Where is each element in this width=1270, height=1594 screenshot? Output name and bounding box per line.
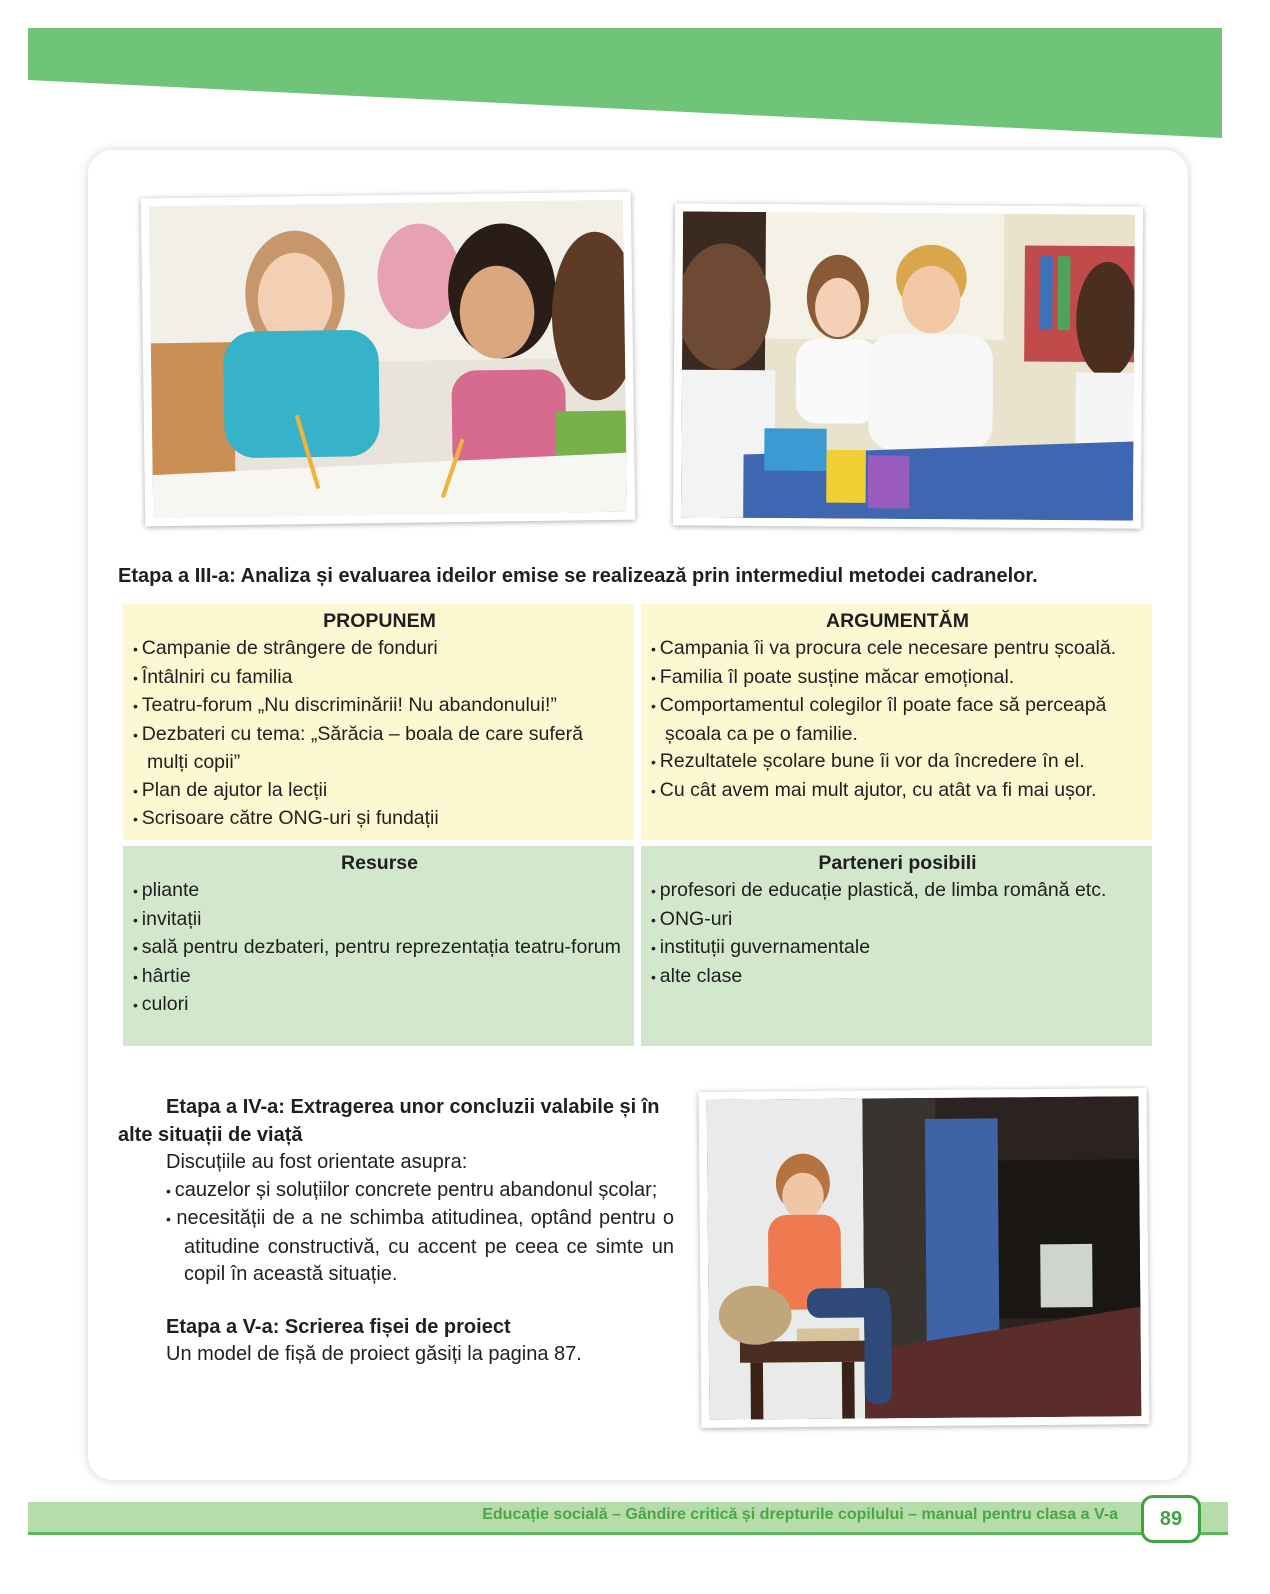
list-item: • Plan de ajutor la lecții xyxy=(133,777,626,806)
list-item: • Rezultatele școlare bune îi vor da încredere în el. xyxy=(651,748,1144,777)
list-item: • instituții guvernamentale xyxy=(651,934,1144,963)
list-item: • invitații xyxy=(133,906,626,935)
list-item: • sală pentru dezbateri, pentru reprezentația teatru-forum xyxy=(133,934,626,963)
list-item: • culori xyxy=(133,991,626,1020)
quadrant-title: Resurse xyxy=(341,852,418,874)
list-item: • alte clase xyxy=(651,963,1144,992)
list-item: • Comportamentul colegilor îl poate face să perceapă școala ca pe o familie. xyxy=(651,692,1144,748)
stage5-text: Un model de fișă de proiect găsiți la pagina 87. xyxy=(166,1343,582,1365)
stage5-heading: Etapa a V-a: Scrierea fișei de proiect xyxy=(166,1315,511,1338)
footer-bar xyxy=(28,1502,1228,1535)
list-item: • Dezbateri cu tema: „Sărăcia – boala de care suferă mulți copii” xyxy=(133,721,626,777)
list-item: • pliante xyxy=(133,877,626,906)
list-item: • ONG-uri xyxy=(651,906,1144,935)
quadrant-method-grid xyxy=(123,604,1152,1044)
list-item: • Familia îl poate susține măcar emoțional. xyxy=(651,664,1144,693)
list-item: • hârtie xyxy=(133,963,626,992)
list-item: • Întâlniri cu familia xyxy=(133,664,626,693)
header-banner xyxy=(0,0,1270,160)
quadrant-title: ARGUMENTĂM xyxy=(826,610,969,632)
quadrant-title: PROPUNEM xyxy=(323,610,436,632)
list-item: • Campanie de strângere de fonduri xyxy=(133,635,626,664)
photo-classroom-discussion xyxy=(673,203,1143,528)
photo-girls-studying xyxy=(141,192,636,527)
list-item: • necesității de a ne schimba atitudinea, optând pentru o atitudine constructivă, cu accent pe ceea ce simte un copil în această situație. xyxy=(166,1205,674,1289)
quadrant-parteneri xyxy=(641,846,1152,1046)
stage3-heading: Etapa a III-a: Analiza și evaluarea ideilor emise se realizează prin intermediul metodei cadranelor. xyxy=(118,565,1038,587)
list-item: • profesori de educație plastică, de limba română etc. xyxy=(651,877,1144,906)
list-item: • Cu cât avem mai mult ajutor, cu atât va fi mai ușor. xyxy=(651,777,1144,806)
list-item: • cauzelor și soluțiilor concrete pentru abandonul școlar; xyxy=(166,1177,674,1206)
list-item: • Teatru-forum „Nu discriminării! Nu abandonului!” xyxy=(133,692,626,721)
quadrant-resurse xyxy=(123,846,634,1046)
quadrant-title: Parteneri posibili xyxy=(818,852,977,874)
list-item: • Campania îi va procura cele necesare pentru școală. xyxy=(651,635,1144,664)
quadrant-propunem xyxy=(123,604,634,840)
quadrant-argumentam xyxy=(641,604,1152,840)
list-item: • Scrisoare către ONG-uri și fundații xyxy=(133,805,626,834)
footer-text: Educație socială – Gândire critică și drepturile copilului – manual pentru clasa a V-a xyxy=(482,1506,1118,1523)
stage4-section xyxy=(118,1094,674,1369)
stage4-heading: Etapa a IV-a: Extragerea unor concluzii valabile și în alte situații de viață xyxy=(118,1096,660,1146)
page-number: 89 xyxy=(1141,1495,1201,1543)
photo-sad-boy-hallway xyxy=(699,1088,1150,1428)
stage4-intro: Discuțiile au fost orientate asupra: xyxy=(166,1151,468,1173)
